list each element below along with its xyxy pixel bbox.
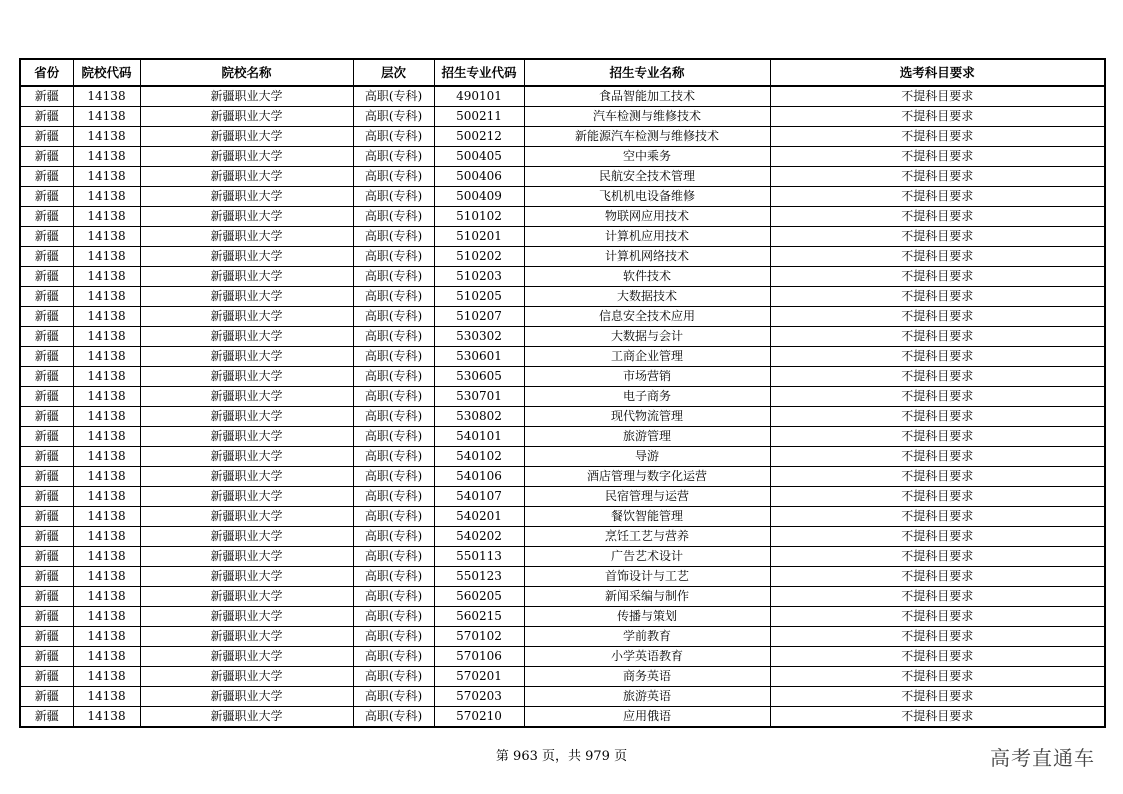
cell-level: 高职(专科) — [353, 307, 434, 327]
table-row — [20, 327, 1105, 347]
cell-major-code: 560205 — [434, 587, 524, 607]
table-row — [20, 687, 1105, 707]
cell-school-name: 新疆职业大学 — [140, 347, 353, 367]
cell-school-code: 14138 — [73, 107, 140, 127]
cell-major-code: 500212 — [434, 127, 524, 147]
cell-major-code: 530601 — [434, 347, 524, 367]
cell-major-code: 550123 — [434, 567, 524, 587]
cell-level: 高职(专科) — [353, 707, 434, 728]
cell-school-name: 新疆职业大学 — [140, 387, 353, 407]
cell-major-name: 民航安全技术管理 — [524, 167, 770, 187]
cell-subject-requirement: 不提科目要求 — [770, 627, 1105, 647]
cell-major-name: 软件技术 — [524, 267, 770, 287]
cell-major-name: 汽车检测与维修技术 — [524, 107, 770, 127]
cell-subject-requirement: 不提科目要求 — [770, 587, 1105, 607]
cell-level: 高职(专科) — [353, 347, 434, 367]
cell-school-code: 14138 — [73, 667, 140, 687]
cell-school-code: 14138 — [73, 467, 140, 487]
cell-major-name: 首饰设计与工艺 — [524, 567, 770, 587]
cell-school-name: 新疆职业大学 — [140, 427, 353, 447]
cell-school-name: 新疆职业大学 — [140, 367, 353, 387]
cell-school-name: 新疆职业大学 — [140, 147, 353, 167]
cell-subject-requirement: 不提科目要求 — [770, 407, 1105, 427]
header-major-name: 招生专业名称 — [524, 59, 770, 86]
cell-major-code: 510201 — [434, 227, 524, 247]
cell-province: 新疆 — [20, 307, 73, 327]
table-row — [20, 707, 1105, 728]
cell-major-code: 500211 — [434, 107, 524, 127]
cell-major-code: 500409 — [434, 187, 524, 207]
cell-level: 高职(专科) — [353, 667, 434, 687]
cell-major-code: 570201 — [434, 667, 524, 687]
cell-school-code: 14138 — [73, 507, 140, 527]
cell-province: 新疆 — [20, 267, 73, 287]
cell-subject-requirement: 不提科目要求 — [770, 427, 1105, 447]
table-row — [20, 127, 1105, 147]
cell-level: 高职(专科) — [353, 447, 434, 467]
cell-major-name: 民宿管理与运营 — [524, 487, 770, 507]
header-major-code: 招生专业代码 — [434, 59, 524, 86]
cell-level: 高职(专科) — [353, 227, 434, 247]
cell-school-name: 新疆职业大学 — [140, 187, 353, 207]
cell-major-code: 530302 — [434, 327, 524, 347]
cell-province: 新疆 — [20, 167, 73, 187]
cell-level: 高职(专科) — [353, 547, 434, 567]
cell-major-name: 物联网应用技术 — [524, 207, 770, 227]
cell-province: 新疆 — [20, 107, 73, 127]
cell-major-name: 计算机应用技术 — [524, 227, 770, 247]
cell-subject-requirement: 不提科目要求 — [770, 167, 1105, 187]
cell-major-code: 540106 — [434, 467, 524, 487]
cell-school-name: 新疆职业大学 — [140, 627, 353, 647]
table-row — [20, 627, 1105, 647]
cell-major-code: 570210 — [434, 707, 524, 728]
cell-subject-requirement: 不提科目要求 — [770, 527, 1105, 547]
cell-subject-requirement: 不提科目要求 — [770, 667, 1105, 687]
cell-province: 新疆 — [20, 227, 73, 247]
cell-level: 高职(专科) — [353, 587, 434, 607]
cell-level: 高职(专科) — [353, 86, 434, 107]
cell-province: 新疆 — [20, 287, 73, 307]
table-row — [20, 607, 1105, 627]
cell-province: 新疆 — [20, 547, 73, 567]
table-row — [20, 367, 1105, 387]
cell-major-name: 新能源汽车检测与维修技术 — [524, 127, 770, 147]
cell-major-code: 530605 — [434, 367, 524, 387]
cell-school-code: 14138 — [73, 327, 140, 347]
cell-subject-requirement: 不提科目要求 — [770, 187, 1105, 207]
cell-province: 新疆 — [20, 407, 73, 427]
cell-major-name: 计算机网络技术 — [524, 247, 770, 267]
cell-school-name: 新疆职业大学 — [140, 127, 353, 147]
cell-province: 新疆 — [20, 467, 73, 487]
cell-subject-requirement: 不提科目要求 — [770, 687, 1105, 707]
cell-level: 高职(专科) — [353, 147, 434, 167]
header-row — [20, 59, 1105, 86]
table-row — [20, 647, 1105, 667]
cell-level: 高职(专科) — [353, 507, 434, 527]
cell-province: 新疆 — [20, 527, 73, 547]
table-row — [20, 86, 1105, 107]
cell-major-name: 飞机机电设备维修 — [524, 187, 770, 207]
cell-level: 高职(专科) — [353, 167, 434, 187]
header-province: 省份 — [20, 59, 73, 86]
cell-subject-requirement: 不提科目要求 — [770, 247, 1105, 267]
cell-province: 新疆 — [20, 387, 73, 407]
cell-major-name: 旅游管理 — [524, 427, 770, 447]
cell-school-code: 14138 — [73, 86, 140, 107]
cell-school-code: 14138 — [73, 347, 140, 367]
cell-school-code: 14138 — [73, 367, 140, 387]
table-row — [20, 467, 1105, 487]
cell-school-code: 14138 — [73, 527, 140, 547]
cell-school-name: 新疆职业大学 — [140, 487, 353, 507]
cell-school-code: 14138 — [73, 147, 140, 167]
cell-province: 新疆 — [20, 587, 73, 607]
cell-subject-requirement: 不提科目要求 — [770, 327, 1105, 347]
cell-school-code: 14138 — [73, 587, 140, 607]
cell-school-name: 新疆职业大学 — [140, 507, 353, 527]
cell-major-code: 510205 — [434, 287, 524, 307]
table-row — [20, 567, 1105, 587]
cell-major-code: 530701 — [434, 387, 524, 407]
cell-level: 高职(专科) — [353, 387, 434, 407]
table-row — [20, 507, 1105, 527]
cell-school-code: 14138 — [73, 247, 140, 267]
cell-major-code: 550113 — [434, 547, 524, 567]
cell-school-code: 14138 — [73, 227, 140, 247]
cell-major-name: 商务英语 — [524, 667, 770, 687]
table-row — [20, 347, 1105, 367]
cell-province: 新疆 — [20, 187, 73, 207]
table-row — [20, 287, 1105, 307]
cell-subject-requirement: 不提科目要求 — [770, 567, 1105, 587]
cell-province: 新疆 — [20, 607, 73, 627]
cell-province: 新疆 — [20, 487, 73, 507]
table-row — [20, 527, 1105, 547]
cell-school-code: 14138 — [73, 647, 140, 667]
cell-major-name: 餐饮智能管理 — [524, 507, 770, 527]
cell-subject-requirement: 不提科目要求 — [770, 147, 1105, 167]
cell-school-name: 新疆职业大学 — [140, 527, 353, 547]
cell-province: 新疆 — [20, 427, 73, 447]
cell-major-code: 540102 — [434, 447, 524, 467]
cell-school-name: 新疆职业大学 — [140, 607, 353, 627]
cell-subject-requirement: 不提科目要求 — [770, 467, 1105, 487]
cell-province: 新疆 — [20, 687, 73, 707]
cell-school-name: 新疆职业大学 — [140, 707, 353, 728]
cell-province: 新疆 — [20, 347, 73, 367]
table-row — [20, 447, 1105, 467]
cell-subject-requirement: 不提科目要求 — [770, 287, 1105, 307]
cell-subject-requirement: 不提科目要求 — [770, 207, 1105, 227]
cell-province: 新疆 — [20, 647, 73, 667]
cell-subject-requirement: 不提科目要求 — [770, 307, 1105, 327]
cell-school-name: 新疆职业大学 — [140, 587, 353, 607]
cell-major-code: 510202 — [434, 247, 524, 267]
cell-province: 新疆 — [20, 447, 73, 467]
cell-subject-requirement: 不提科目要求 — [770, 347, 1105, 367]
cell-major-code: 490101 — [434, 86, 524, 107]
cell-school-code: 14138 — [73, 447, 140, 467]
cell-subject-requirement: 不提科目要求 — [770, 367, 1105, 387]
cell-level: 高职(专科) — [353, 487, 434, 507]
cell-school-code: 14138 — [73, 127, 140, 147]
cell-school-code: 14138 — [73, 267, 140, 287]
cell-subject-requirement: 不提科目要求 — [770, 447, 1105, 467]
cell-major-code: 510203 — [434, 267, 524, 287]
cell-subject-requirement: 不提科目要求 — [770, 547, 1105, 567]
cell-level: 高职(专科) — [353, 567, 434, 587]
cell-major-code: 530802 — [434, 407, 524, 427]
cell-school-name: 新疆职业大学 — [140, 227, 353, 247]
cell-school-name: 新疆职业大学 — [140, 86, 353, 107]
cell-subject-requirement: 不提科目要求 — [770, 107, 1105, 127]
cell-subject-requirement: 不提科目要求 — [770, 127, 1105, 147]
cell-school-name: 新疆职业大学 — [140, 647, 353, 667]
cell-major-code: 560215 — [434, 607, 524, 627]
cell-major-code: 540201 — [434, 507, 524, 527]
table-row — [20, 227, 1105, 247]
cell-province: 新疆 — [20, 667, 73, 687]
cell-major-name: 新闻采编与制作 — [524, 587, 770, 607]
cell-subject-requirement: 不提科目要求 — [770, 647, 1105, 667]
cell-major-name: 旅游英语 — [524, 687, 770, 707]
cell-province: 新疆 — [20, 207, 73, 227]
cell-subject-requirement: 不提科目要求 — [770, 707, 1105, 728]
cell-school-code: 14138 — [73, 607, 140, 627]
cell-level: 高职(专科) — [353, 207, 434, 227]
cell-level: 高职(专科) — [353, 627, 434, 647]
cell-school-code: 14138 — [73, 287, 140, 307]
header-level: 层次 — [353, 59, 434, 86]
page-footer: 第 963 页，共 979 页 — [495, 749, 628, 764]
cell-level: 高职(专科) — [353, 267, 434, 287]
cell-province: 新疆 — [20, 327, 73, 347]
cell-major-code: 570106 — [434, 647, 524, 667]
table-row — [20, 487, 1105, 507]
cell-level: 高职(专科) — [353, 287, 434, 307]
table-row — [20, 407, 1105, 427]
cell-major-name: 信息安全技术应用 — [524, 307, 770, 327]
cell-school-name: 新疆职业大学 — [140, 467, 353, 487]
cell-school-name: 新疆职业大学 — [140, 107, 353, 127]
cell-school-name: 新疆职业大学 — [140, 307, 353, 327]
cell-major-name: 传播与策划 — [524, 607, 770, 627]
cell-level: 高职(专科) — [353, 647, 434, 667]
cell-major-name: 导游 — [524, 447, 770, 467]
cell-level: 高职(专科) — [353, 687, 434, 707]
cell-school-name: 新疆职业大学 — [140, 667, 353, 687]
cell-subject-requirement: 不提科目要求 — [770, 227, 1105, 247]
cell-major-name: 烹饪工艺与营养 — [524, 527, 770, 547]
cell-major-name: 电子商务 — [524, 387, 770, 407]
cell-major-name: 应用俄语 — [524, 707, 770, 728]
cell-school-code: 14138 — [73, 207, 140, 227]
cell-school-code: 14138 — [73, 707, 140, 728]
cell-school-code: 14138 — [73, 567, 140, 587]
cell-province: 新疆 — [20, 707, 73, 728]
cell-school-name: 新疆职业大学 — [140, 687, 353, 707]
admissions-table — [19, 58, 1106, 728]
cell-major-name: 学前教育 — [524, 627, 770, 647]
cell-level: 高职(专科) — [353, 107, 434, 127]
cell-school-code: 14138 — [73, 167, 140, 187]
cell-school-name: 新疆职业大学 — [140, 327, 353, 347]
cell-major-name: 现代物流管理 — [524, 407, 770, 427]
cell-level: 高职(专科) — [353, 467, 434, 487]
cell-subject-requirement: 不提科目要求 — [770, 607, 1105, 627]
cell-school-name: 新疆职业大学 — [140, 287, 353, 307]
table-row — [20, 207, 1105, 227]
header-school-name: 院校名称 — [140, 59, 353, 86]
cell-school-code: 14138 — [73, 627, 140, 647]
cell-major-code: 510102 — [434, 207, 524, 227]
cell-subject-requirement: 不提科目要求 — [770, 267, 1105, 287]
cell-school-name: 新疆职业大学 — [140, 447, 353, 467]
cell-major-name: 小学英语教育 — [524, 647, 770, 667]
table-row — [20, 547, 1105, 567]
cell-province: 新疆 — [20, 367, 73, 387]
table-row — [20, 587, 1105, 607]
cell-subject-requirement: 不提科目要求 — [770, 487, 1105, 507]
cell-school-code: 14138 — [73, 307, 140, 327]
cell-level: 高职(专科) — [353, 127, 434, 147]
cell-major-code: 540107 — [434, 487, 524, 507]
cell-major-code: 570102 — [434, 627, 524, 647]
table-row — [20, 247, 1105, 267]
table-row — [20, 307, 1105, 327]
cell-school-name: 新疆职业大学 — [140, 407, 353, 427]
cell-level: 高职(专科) — [353, 427, 434, 447]
cell-level: 高职(专科) — [353, 607, 434, 627]
cell-school-code: 14138 — [73, 407, 140, 427]
cell-school-name: 新疆职业大学 — [140, 207, 353, 227]
cell-major-name: 工商企业管理 — [524, 347, 770, 367]
cell-school-name: 新疆职业大学 — [140, 167, 353, 187]
cell-major-name: 食品智能加工技术 — [524, 86, 770, 107]
cell-major-name: 大数据与会计 — [524, 327, 770, 347]
cell-major-name: 酒店管理与数字化运营 — [524, 467, 770, 487]
cell-subject-requirement: 不提科目要求 — [770, 86, 1105, 107]
cell-province: 新疆 — [20, 507, 73, 527]
cell-province: 新疆 — [20, 567, 73, 587]
cell-subject-requirement: 不提科目要求 — [770, 507, 1105, 527]
table-row — [20, 427, 1105, 447]
header-subject-requirement: 选考科目要求 — [770, 59, 1105, 86]
cell-level: 高职(专科) — [353, 327, 434, 347]
cell-major-name: 广告艺术设计 — [524, 547, 770, 567]
table-header — [20, 59, 1105, 86]
cell-major-code: 540101 — [434, 427, 524, 447]
table-row — [20, 667, 1105, 687]
cell-school-code: 14138 — [73, 427, 140, 447]
header-school-code: 院校代码 — [73, 59, 140, 86]
cell-major-name: 市场营销 — [524, 367, 770, 387]
cell-level: 高职(专科) — [353, 407, 434, 427]
cell-school-name: 新疆职业大学 — [140, 247, 353, 267]
cell-major-code: 570203 — [434, 687, 524, 707]
cell-major-name: 空中乘务 — [524, 147, 770, 167]
cell-school-name: 新疆职业大学 — [140, 547, 353, 567]
table-row — [20, 107, 1105, 127]
cell-school-code: 14138 — [73, 487, 140, 507]
cell-school-name: 新疆职业大学 — [140, 567, 353, 587]
cell-province: 新疆 — [20, 247, 73, 267]
cell-major-name: 大数据技术 — [524, 287, 770, 307]
cell-school-code: 14138 — [73, 187, 140, 207]
cell-major-code: 540202 — [434, 527, 524, 547]
table-row — [20, 147, 1105, 167]
cell-province: 新疆 — [20, 627, 73, 647]
table-row — [20, 387, 1105, 407]
cell-level: 高职(专科) — [353, 527, 434, 547]
table-row — [20, 187, 1105, 207]
table-body — [20, 86, 1105, 727]
cell-major-code: 510207 — [434, 307, 524, 327]
table-row — [20, 267, 1105, 287]
cell-subject-requirement: 不提科目要求 — [770, 387, 1105, 407]
cell-level: 高职(专科) — [353, 247, 434, 267]
cell-province: 新疆 — [20, 147, 73, 167]
cell-school-name: 新疆职业大学 — [140, 267, 353, 287]
table-row — [20, 167, 1105, 187]
cell-major-code: 500406 — [434, 167, 524, 187]
cell-province: 新疆 — [20, 127, 73, 147]
watermark: 高考直通车 — [990, 746, 1095, 770]
cell-school-code: 14138 — [73, 687, 140, 707]
cell-school-code: 14138 — [73, 547, 140, 567]
cell-level: 高职(专科) — [353, 367, 434, 387]
cell-level: 高职(专科) — [353, 187, 434, 207]
cell-major-code: 500405 — [434, 147, 524, 167]
cell-school-code: 14138 — [73, 387, 140, 407]
cell-province: 新疆 — [20, 86, 73, 107]
